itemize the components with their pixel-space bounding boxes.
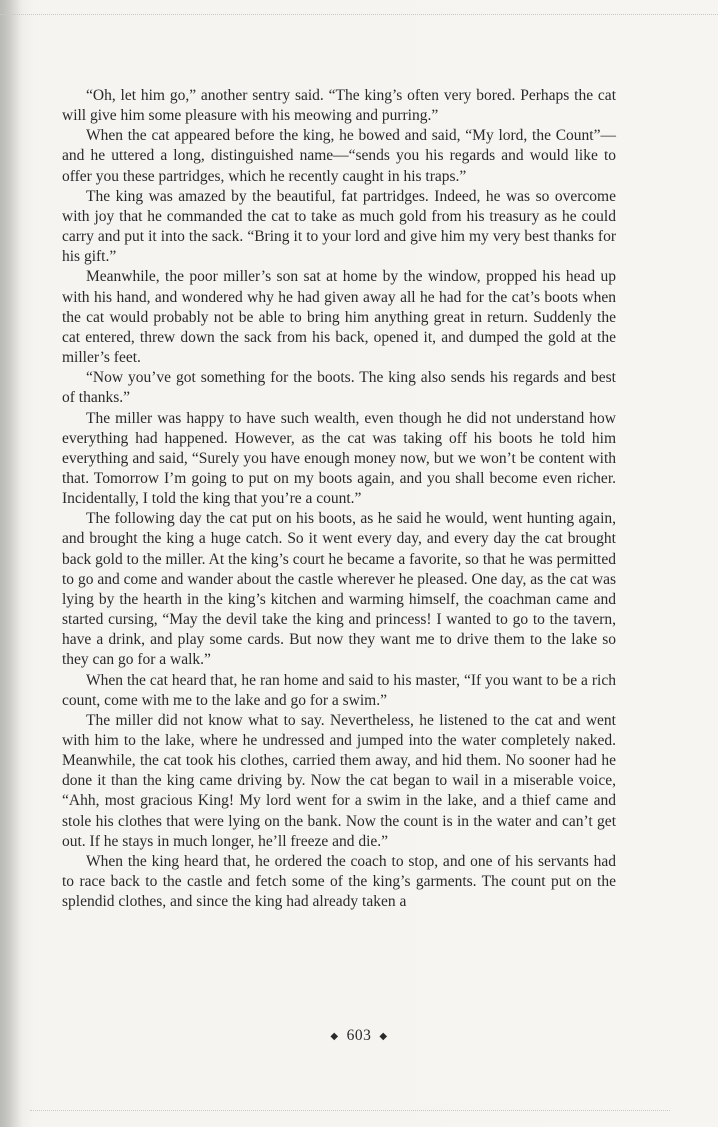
paragraph: The king was amazed by the beautiful, fat partridges. Indeed, he was so overcome with joy that he commanded the cat to take as much gold from his treasury as he could carry and put it into the sack. “Bring it to your lord and give him my very best thanks for his gift.” — [62, 187, 616, 266]
paragraph: The miller was happy to have such wealth, even though he did not understand how everything had happened. However, as the cat was taking off his boots he told him everything and said, “Surely you have enough money now, but we won’t be content with that. Tomorrow I’m going to put on my boots again, and you shall become even richer. Incidentally, I told the king that you’re a count.” — [62, 409, 616, 508]
paragraph: When the king heard that, he ordered the coach to stop, and one of his servants had to race back to the castle and fetch some of the king’s garments. The count put on the splendid clothes, and since the king had already taken a — [62, 852, 616, 911]
diamond-ornament-icon: ◆ — [330, 1030, 339, 1042]
page-number-text: 603 — [346, 1027, 372, 1044]
paragraph: “Oh, let him go,” another sentry said. “The king’s often very bored. Perhaps the cat will give him some pleasure with his meowing and purring.” — [62, 87, 616, 125]
spine-shadow — [0, 0, 22, 1127]
paragraph: The miller did not know what to say. Nevertheless, he listened to the cat and went with him to the lake, where he undressed and jumped into the water completely naked. Meanwhile, the cat took his clothes, carried them away, and hid them. No sooner had he done it than the king came driving by. Now the cat began to wail in a miserable voice, “Ahh, most gracious King! My lord went for a swim in the lake, and a thief came and stole his clothes that were lying on the bank. Now the count is in the water and can’t get out. If he stays in much longer, he’ll freeze and die.” — [62, 711, 616, 850]
page-number — [0, 1027, 718, 1045]
paragraph: The following day the cat put on his boots, as he said he would, went hunting again, and brought the king a huge catch. So it went every day, and every day the cat brought back gold to the miller. At the king’s court he became a favorite, so that he was permitted to go and come and wander about the castle wherever he pleased. One day, as the cat was lying by the hearth in the king’s kitchen and warming himself, the coachman came and started cursing, “May the devil take the king and princess! I wanted to go to the tavern, have a drink, and play some cards. But now they want me to drive them to the lake so they can go for a walk.” — [62, 510, 616, 669]
paragraph: Meanwhile, the poor miller’s son sat at home by the window, propped his head up with his hand, and wondered why he had given away all he had for the cat’s boots when the cat would probably not be able to bring him anything great in return. Suddenly the cat entered, threw down the sack from his back, opened it, and dumped the gold at the miller’s feet. — [62, 268, 616, 367]
paragraph: When the cat heard that, he ran home and said to his master, “If you want to be a rich count, come with me to the lake and go for a swim.” — [62, 671, 616, 709]
body-text — [62, 86, 616, 912]
diamond-ornament-icon: ◆ — [379, 1030, 388, 1042]
top-page-edge — [0, 0, 718, 15]
bottom-page-edge — [30, 1110, 670, 1112]
paragraph: “Now you’ve got something for the boots. The king also sends his regards and best of thanks.” — [62, 369, 616, 407]
paragraph: When the cat appeared before the king, he bowed and said, “My lord, the Count”—and he uttered a long, distinguished name—“sends you his regards and would like to offer you these partridges, which he recently caught in his traps.” — [62, 127, 616, 185]
